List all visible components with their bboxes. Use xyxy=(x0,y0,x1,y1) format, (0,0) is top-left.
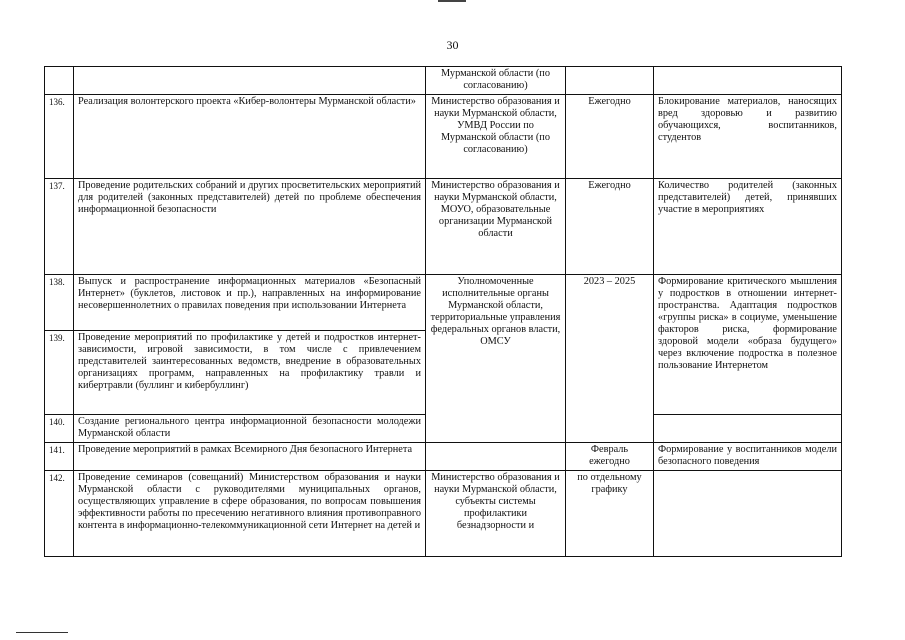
table-row xyxy=(45,275,842,331)
result-cell xyxy=(654,471,842,557)
description-cell: Проведение семинаров (совещаний) Министерством образования и науки Мурманской области с руководителями муниципальных органов, осуществляющих управление в сфере образования, по вопросам повышения эффективности работы по пресечению негативного влияния противоправного контента в информационно-телекоммуникационной сети Интернет на детей и xyxy=(74,471,426,557)
row-number-cell: 139. xyxy=(45,331,74,415)
executor-cell: Мурманской области (по согласованию) xyxy=(426,67,566,95)
term-cell: Февраль ежегодно xyxy=(566,443,654,471)
result-cell xyxy=(654,67,842,95)
result-cell: Формирование критического мышления у подростков в отношении интернет-пространства. Адаптация подростков «группы риска» в социуме, уменьшение факторов риска, формирование здоровой модели «образа будущего» через включение подростка в полезное пользование Интернетом xyxy=(654,275,842,415)
row-number-cell: 140. xyxy=(45,415,74,443)
term-cell xyxy=(566,67,654,95)
description-cell: Создание регионального центра информационной безопасности молодежи Мурманской области xyxy=(74,415,426,443)
description-cell: Реализация волонтерского проекта «Кибер-волонтеры Мурманской области» xyxy=(74,95,426,179)
table-row xyxy=(45,471,842,557)
row-number-cell: 138. xyxy=(45,275,74,331)
executor-cell: Министерство образования и науки Мурманской области, субъекты системы профилактики безнадзорности и xyxy=(426,471,566,557)
executor-cell: Министерство образования и науки Мурманской области, МОУО, образовательные организации Мурманской области xyxy=(426,179,566,275)
term-cell: Ежегодно xyxy=(566,179,654,275)
table-row xyxy=(45,95,842,179)
executor-cell: Уполномоченные исполнительные органы Мурманской области, территориальные управления федеральных органов власти, ОМСУ xyxy=(426,275,566,443)
table-row xyxy=(45,179,842,275)
row-number-cell: 142. xyxy=(45,471,74,557)
result-cell: Блокирование материалов, наносящих вред здоровью и развитию обучающихся, воспитанников, студентов xyxy=(654,95,842,179)
activity-plan-table xyxy=(44,66,842,557)
executor-cell xyxy=(426,443,566,471)
bottom-margin-mark xyxy=(16,632,68,633)
description-cell: Выпуск и распространение информационных материалов «Безопасный Интернет» (буклетов, листовок и пр.), направленных на информирование несовершеннолетних о правилах поведения при использовании Интернета xyxy=(74,275,426,331)
executor-cell: Министерство образования и науки Мурманской области, УМВД России по Мурманской области (по согласованию) xyxy=(426,95,566,179)
row-number-cell xyxy=(45,67,74,95)
top-margin-mark xyxy=(438,0,466,2)
term-cell: 2023 – 2025 xyxy=(566,275,654,443)
table-row xyxy=(45,67,842,95)
row-number-cell: 136. xyxy=(45,95,74,179)
table-row xyxy=(45,443,842,471)
description-cell: Проведение мероприятий в рамках Всемирного Дня безопасного Интернета xyxy=(74,443,426,471)
result-cell: Количество родителей (законных представителей) детей, принявших участие в мероприятиях xyxy=(654,179,842,275)
description-cell: Проведение мероприятий по профилактике у детей и подростков интернет-зависимости, игровой зависимости, в том числе с привлечением представителей заинтересованных ведомств, внедрение в образовательных организациях программ, направленных на профилактику травли и кибертравли (буллинг и кибербуллинг) xyxy=(74,331,426,415)
page-number: 30 xyxy=(446,38,459,52)
result-cell: Формирование у воспитанников модели безопасного поведения xyxy=(654,443,842,471)
term-cell: Ежегодно xyxy=(566,95,654,179)
description-cell: Проведение родительских собраний и других просветительских мероприятий для родителей (законных представителей) детей по проблеме обеспечения информационной безопасности xyxy=(74,179,426,275)
description-cell xyxy=(74,67,426,95)
row-number-cell: 141. xyxy=(45,443,74,471)
result-cell xyxy=(654,415,842,443)
term-cell: по отдельному графику xyxy=(566,471,654,557)
row-number-cell: 137. xyxy=(45,179,74,275)
